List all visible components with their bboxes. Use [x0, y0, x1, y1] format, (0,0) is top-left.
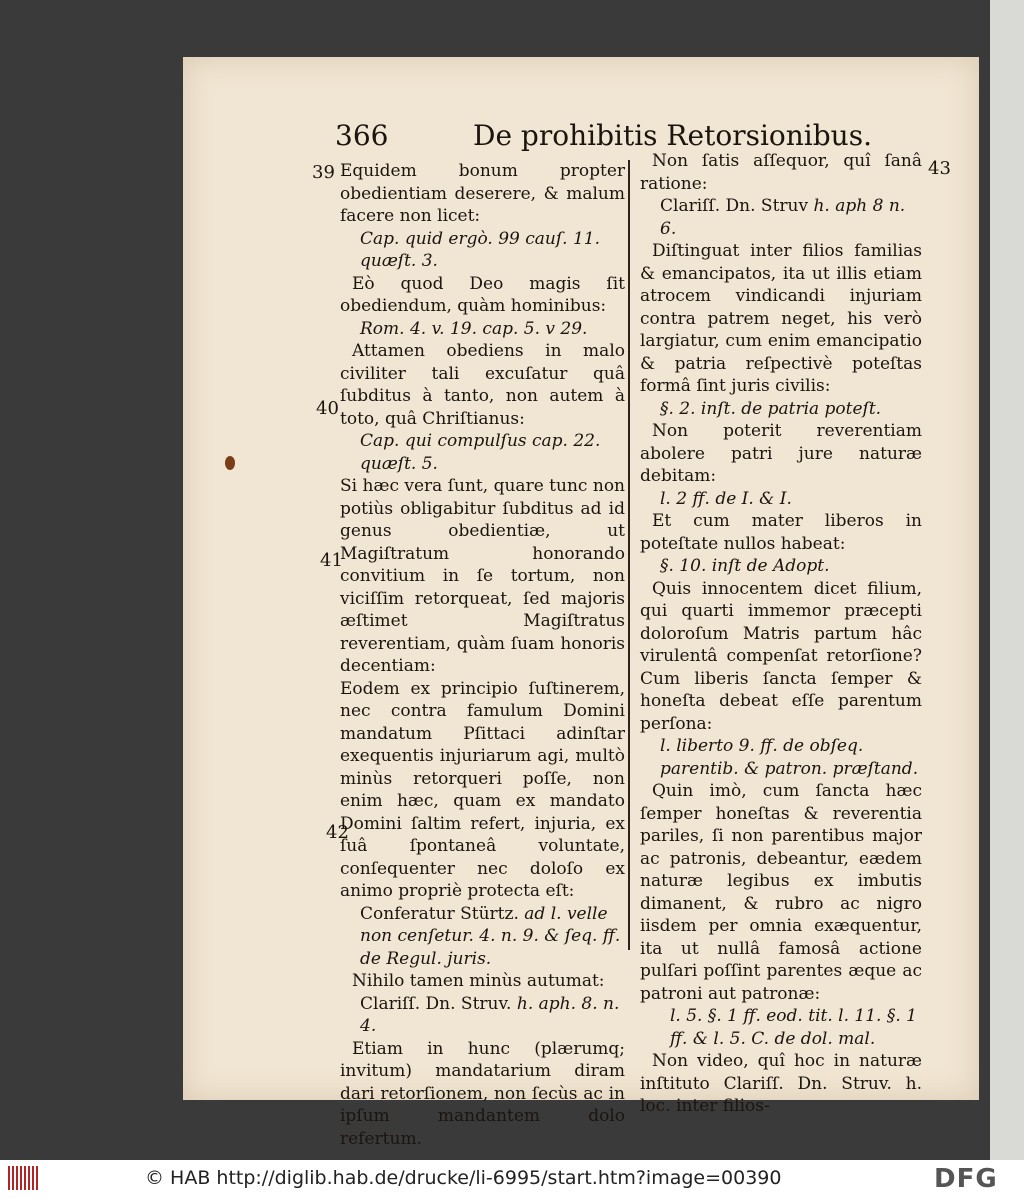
paragraph-39: Equidem bonum propter obedientiam deserere, & malum facere non licet: [340, 161, 625, 226]
citation: l. liberto 9. ff. de obſeq. parentib. & patron. præſtand. [660, 736, 919, 779]
next-page-edge [990, 0, 1024, 1160]
citation: l. 5. §. 1 ff. eod. tit. l. 11. §. 1 ff. & l. 5. C. de dol. mal. [670, 1006, 917, 1049]
paragraph: Non ſatis aſſequor, quî ſanâ ratione: [640, 151, 922, 194]
right-column [640, 150, 922, 1118]
hab-logo-icon [8, 1166, 48, 1194]
paragraph: Quin imò, cum ſancta hæc ſemper honeſtas & reverentia pariles, ſi non parentibus major ac patronis, debeantur, eædem naturæ legibus ex imbutis dimanent, & rubro ac nigro iisdem per omnia exæquentur, ita ut nullâ famosâ actione pulſari poſſint parentes æque ac patroni aut patronæ: [640, 781, 922, 1004]
left-column [340, 160, 625, 1150]
paragraph-41: Eodem ex principio ſuſtinerem, nec contra famulum Domini mandatum Pſittaci adinſtar exequentis injuriarum agi, multò minùs retorqueri poſſe, non enim hæc, quam ex mandato Domini ſaltim refert, injuria, ex ſuâ ſpontaneâ voluntate, conſequenter nec doloſo ex animo propriè protecta eſt: [340, 678, 625, 901]
paragraph: Et cum mater liberos in poteſtate nullos habeat: [640, 511, 922, 554]
margin-number-40: 40 [316, 398, 339, 419]
paragraph: Attamen obediens in malo civiliter tali excuſatur quâ ſubditus à tanto, non autem à toto, quâ Chriſtianus: [340, 341, 625, 429]
citation-author: Clariſſ. Dn. Struv. [360, 993, 512, 1014]
citation: l. 2 ff. de I. & I. [660, 488, 792, 509]
citation: Cap. quid ergò. 99 cauſ. 11. quæſt. 3. [360, 228, 600, 271]
citation: §. 10. inſt de Adopt. [660, 556, 830, 576]
running-title: De prohibitis Retorsionibus. [473, 119, 872, 152]
paragraph: Eò quod Deo magis ſit obediendum, quàm hominibus: [340, 273, 625, 316]
citation-text: h. aph 8 n. 6. [660, 196, 906, 239]
citation: Rom. 4. v. 19. cap. 5. v 29. [360, 318, 588, 339]
margin-number-39: 39 [312, 162, 335, 183]
ink-stain [225, 456, 235, 470]
margin-number-41: 41 [320, 550, 343, 571]
citation-text: h. aph. 8. n. 4. [360, 993, 620, 1036]
column-divider [628, 160, 630, 950]
paragraph: Diſtinguat inter filios familias & emancipatos, ita ut illis etiam atrocem vindicandi injuriam contra patrem neget, his verò largiatur, cum enim emancipatio & patria reſpectivè poteſtas formâ ſint juris civilis: [640, 241, 922, 396]
citation-struv [340, 993, 625, 1038]
dfg-logo: DFG [934, 1164, 998, 1194]
margin-number-42: 42 [326, 822, 349, 843]
copyright-link[interactable]: © HAB http://diglib.hab.de/drucke/li-6995/start.htm?image=00390 [145, 1167, 782, 1189]
paragraph: Etiam in hunc (plærumq; invitum) mandatarium diram dari retorſionem, non ſecùs ac in ipſum mandantem dolo refertum. [340, 1038, 625, 1149]
paragraph: Non poterit reverentiam abolere patri jure naturæ debitam: [640, 421, 922, 486]
paragraph: Quis innocentem dicet filium, qui quarti immemor præcepti doloroſum Matris partum hâc virulentâ compenſat retorſione? Cum liberis ſancta ſemper & honeſta debeat eſſe parentum perſona: [640, 578, 922, 734]
paragraph-40: Si hæc vera ſunt, quare tunc non potiùs obligabitur ſubditus ad id genus obedientiæ, ut Magiſtratum honorando convitium in ſe tortum, non viciſſim retorqueat, ſed majoris æſtimet Magiſtratus reverentiam, quàm ſuam honoris decentiam: [340, 476, 625, 676]
page-number: 366 [335, 119, 389, 152]
citation-stürtz [340, 903, 625, 971]
citation: Cap. qui compulſus cap. 22. quæſt. 5. [360, 431, 601, 474]
citation: §. 2. inſt. de patria poteſt. [660, 398, 882, 419]
citation-struv [640, 195, 922, 240]
paragraph: Non video, quî hoc in naturæ inſtituto Clariſſ. Dn. Struv. h. loc. inter filios- [640, 1051, 922, 1116]
paragraph-42: Nihilo tamen minùs autumat: [352, 971, 605, 991]
page-header [335, 119, 872, 153]
viewer-footer [0, 1160, 1024, 1199]
citation-author: Conferatur Stürtz. [360, 903, 519, 924]
citation-text: ad l. velle non cenſetur. 4. n. 9. & ſeq. ff. de Regul. juris. [360, 903, 621, 969]
margin-number-43: 43 [928, 158, 951, 179]
citation-author: Clariſſ. Dn. Struv [660, 196, 809, 216]
